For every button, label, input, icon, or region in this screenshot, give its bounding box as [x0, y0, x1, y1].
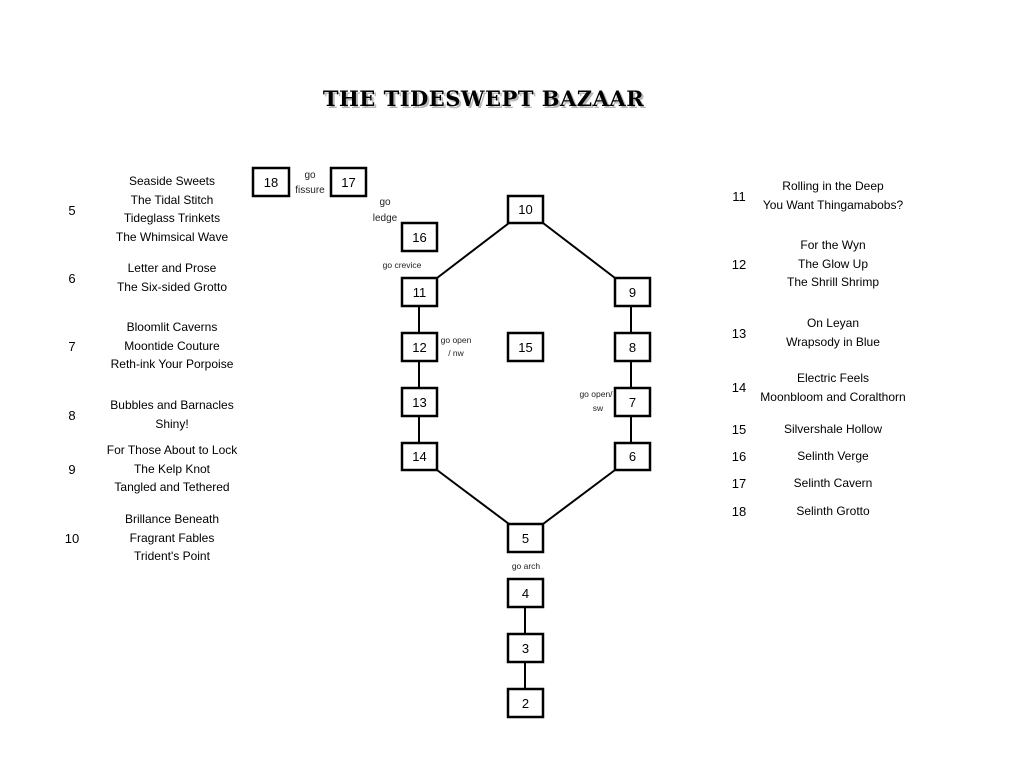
- shop-name: Selinth Cavern: [793, 476, 873, 490]
- legend-names-10: [72, 510, 272, 566]
- legend-names-14: [733, 369, 933, 406]
- legend-names-5: [72, 172, 272, 247]
- legend-num-15: 15: [731, 422, 747, 437]
- legend-names-11: [733, 177, 933, 214]
- room-4[interactable]: [508, 579, 543, 607]
- legend-num-17: 17: [731, 476, 747, 491]
- shop-name: Moonbloom and Coralthorn: [760, 389, 906, 404]
- room-16[interactable]: [402, 223, 437, 251]
- exit-open-nw-line1: go open: [440, 335, 472, 345]
- legend-names-9: [72, 441, 272, 497]
- legend-names-16: [733, 447, 933, 466]
- room-7[interactable]: [615, 388, 650, 416]
- room-3-label: 3: [521, 641, 530, 656]
- room-13-label: 13: [412, 395, 427, 410]
- legend-num-11: 11: [732, 189, 746, 204]
- shop-name: Silvershale Hollow: [783, 422, 883, 436]
- room-8[interactable]: [615, 333, 650, 361]
- edge-10-9: [543, 223, 615, 278]
- room-10[interactable]: [508, 196, 543, 223]
- room-5[interactable]: [508, 524, 543, 552]
- edge-6-5: [543, 470, 615, 524]
- room-11-label: 11: [412, 285, 427, 300]
- shop-name: Tangled and Tethered: [114, 480, 230, 495]
- legend-num-7: 7: [68, 339, 76, 354]
- shop-name: Bloomlit Caverns: [126, 320, 218, 334]
- shop-name: Electric Feels: [796, 371, 870, 385]
- legend-names-18: [733, 502, 933, 521]
- legend-num-8: 8: [68, 408, 76, 423]
- shop-name: For Those About to Lock: [106, 443, 238, 457]
- legend-num-13: 13: [731, 326, 747, 341]
- legend-num-14: 14: [731, 380, 747, 395]
- exit-open-nw-line2: / nw: [448, 348, 464, 358]
- room-3[interactable]: [508, 634, 543, 662]
- shop-name: Selinth Grotto: [796, 504, 870, 518]
- shop-name: The Glow Up: [797, 256, 869, 271]
- room-14-label: 14: [412, 449, 427, 464]
- shop-name: You Want Thingamabobs?: [762, 197, 904, 212]
- shop-name: Rolling in the Deep: [782, 179, 884, 193]
- legend-names-13: [733, 314, 933, 351]
- room-9[interactable]: [615, 278, 650, 306]
- room-4-label: 4: [521, 586, 530, 601]
- exit-open-sw-line2: sw: [592, 403, 604, 413]
- legend-names-15: [733, 420, 933, 439]
- shop-name: The Six-sided Grotto: [116, 279, 228, 294]
- legend-num-9: 9: [68, 462, 76, 477]
- map-title: THE TIDESWEPT BAZAAR: [322, 86, 645, 111]
- legend-num-18: 18: [731, 504, 747, 519]
- shop-name: The Kelp Knot: [133, 461, 211, 476]
- room-18-label: 18: [263, 175, 279, 190]
- room-2[interactable]: [508, 689, 543, 717]
- connections: [419, 223, 631, 689]
- exit-fissure-line2: fissure: [295, 185, 325, 196]
- room-10-label: 10: [518, 202, 533, 217]
- room-11[interactable]: [402, 278, 437, 306]
- shop-name: Brillance Beneath: [124, 512, 220, 526]
- exit-ledge-line1: go: [379, 197, 391, 208]
- room-15-label: 15: [518, 340, 533, 355]
- shop-name: Shiny!: [155, 416, 189, 431]
- legend-names-7: [72, 318, 272, 374]
- shop-name: For the Wyn: [800, 238, 866, 252]
- legend-num-6: 6: [68, 271, 76, 286]
- exit-crevice: go crevice: [382, 260, 422, 270]
- room-13[interactable]: [402, 388, 437, 416]
- shop-name: The Shrill Shrimp: [786, 275, 880, 290]
- room-12[interactable]: [402, 333, 437, 361]
- legend-num-12: 12: [731, 257, 747, 272]
- shop-name: Letter and Prose: [127, 261, 217, 275]
- legend-names-8: [72, 396, 272, 433]
- legend-num-16: 16: [731, 449, 747, 464]
- room-14[interactable]: [402, 443, 437, 470]
- room-8-label: 8: [628, 340, 637, 355]
- room-9-label: 9: [628, 285, 637, 300]
- exit-open-sw-line1: go open/: [579, 389, 613, 399]
- room-6-label: 6: [628, 449, 637, 464]
- shop-name: Seaside Sweets: [128, 174, 216, 188]
- exit-fissure-line1: go: [304, 170, 316, 181]
- legend-names-17: [733, 474, 933, 493]
- shop-name: The Whimsical Wave: [115, 230, 229, 245]
- room-17-label: 17: [341, 175, 356, 190]
- shop-name: The Tidal Stitch: [130, 192, 214, 207]
- edge-14-5: [437, 470, 509, 524]
- room-5-label: 5: [521, 531, 530, 546]
- shop-name: Fragrant Fables: [129, 530, 215, 545]
- room-7-label: 7: [628, 395, 637, 410]
- room-15[interactable]: [508, 333, 543, 361]
- edge-10-11: [437, 223, 509, 278]
- legend-num-10: 10: [64, 531, 80, 546]
- shop-name: Moontide Couture: [124, 338, 220, 353]
- shop-name: Reth-ink Your Porpoise: [110, 357, 234, 372]
- room-12-label: 12: [412, 340, 427, 355]
- shop-name: Tideglass Trinkets: [123, 211, 221, 226]
- room-6[interactable]: [615, 443, 650, 470]
- shop-name: Trident's Point: [134, 549, 210, 564]
- shop-name: Bubbles and Barnacles: [110, 398, 234, 412]
- shop-name: Selinth Verge: [797, 449, 869, 463]
- shop-name: Wrapsody in Blue: [786, 334, 880, 349]
- room-17[interactable]: [331, 168, 366, 196]
- room-16-label: 16: [412, 230, 427, 245]
- exit-ledge-line2: ledge: [372, 213, 398, 224]
- legend-names-12: [733, 236, 933, 292]
- room-2-label: 2: [521, 696, 530, 711]
- legend-num-5: 5: [68, 203, 76, 218]
- exit-arch: go arch: [511, 561, 541, 571]
- shop-name: On Leyan: [806, 316, 860, 330]
- legend-names-6: [72, 259, 272, 296]
